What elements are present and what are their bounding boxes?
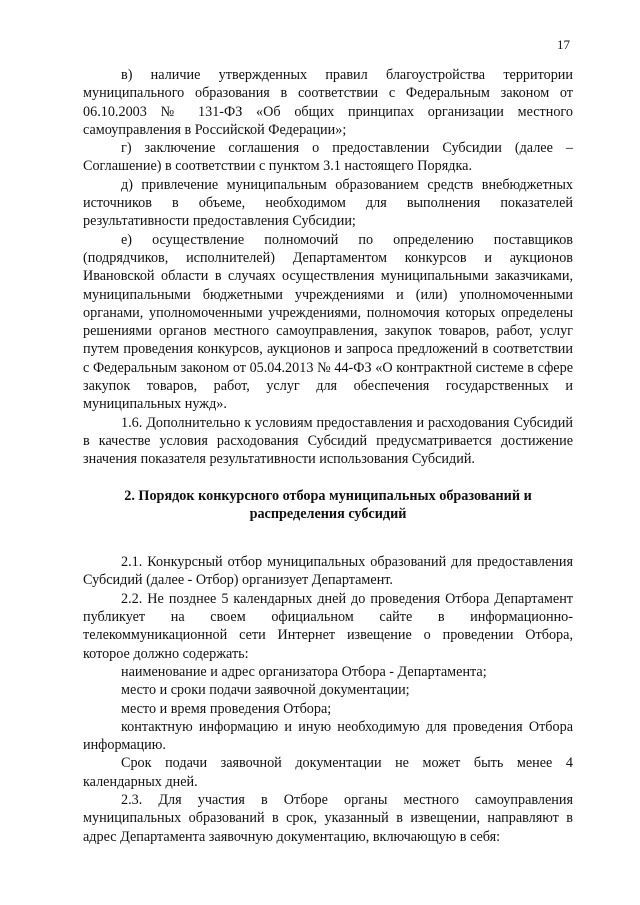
list-item: место и сроки подачи заявочной документации; <box>121 682 410 699</box>
paragraph-2-3: 2.3. Для участия в Отборе органы местного самоуправления муниципальных образований в срок, указанный в извещении, направляют в адрес Департамента заявочную документацию, включающую в себя: <box>83 791 573 845</box>
paragraph-deadline: Срок подачи заявочной документации не может быть менее 4 календарных дней. <box>83 755 573 790</box>
paragraph-2-2: 2.2. Не позднее 5 календарных дней до проведения Отбора Департамент публикует на своем официальном сайте в информационно-телекоммуникационной сети Интернет извещение о проведении Отбора, которое должно содержать: <box>83 590 573 662</box>
paragraph-v: в) наличие утвержденных правил благоустройства территории муниципального образования в соответствии с Федеральным законом от 06.10.2003 № 131-ФЗ «Об общих принципах организации местного самоуправления в Российской Федерации»; <box>83 67 573 138</box>
list-item: контактную информацию и иную необходимую для проведения Отбора информацию. <box>83 718 573 754</box>
paragraph-1-6: 1.6. Дополнительно к условиям предоставления и расходования Субсидий в качестве условия расходования Субсидий предусматривается достижение значения показателя результативности использования Субсидий. <box>83 414 573 468</box>
paragraph-e: е) осуществление полномочий по определению поставщиков (подрядчиков, исполнителей) Департаментом конкурсов и аукционов Ивановской области в случаях осуществления муниципальными заказчиками, муниципальными бюджетными учреждениями и (или) уполномоченными органами, уполномоченными учреждениями, полномочия которых определены решениями органов местного самоуправления, закупок товаров, работ, услуг путем проведения конкурсов, аукционов и запроса предложений в соответствии с Федеральным законом от 05.04.2013 № 44-ФЗ «О контрактной системе в сфере закупок товаров, работ, услуг для обеспечения государственных и муниципальных нужд». <box>83 231 573 413</box>
paragraph-d: д) привлечение муниципальным образованием средств внебюджетных источников в объеме, необходимом для выполнения показателей результативности предоставления Субсидии; <box>83 176 573 230</box>
section-heading: 2. Порядок конкурсного отбора муниципальных образований и распределения субсидий <box>124 487 532 522</box>
paragraph-g: г) заключение соглашения о предоставлении Субсидии (далее – Соглашение) в соответствии с пунктом 3.1 настоящего Порядка. <box>83 140 573 175</box>
page-number: 17 <box>557 37 570 52</box>
paragraph-2-1: 2.1. Конкурсный отбор муниципальных образований для предоставления Субсидий (далее - Отбор) организует Департамент. <box>83 554 573 589</box>
list-item: наименование и адрес организатора Отбора - Департамента; <box>121 663 487 680</box>
list-item: место и время проведения Отбора; <box>121 700 332 717</box>
document-body <box>83 66 573 846</box>
